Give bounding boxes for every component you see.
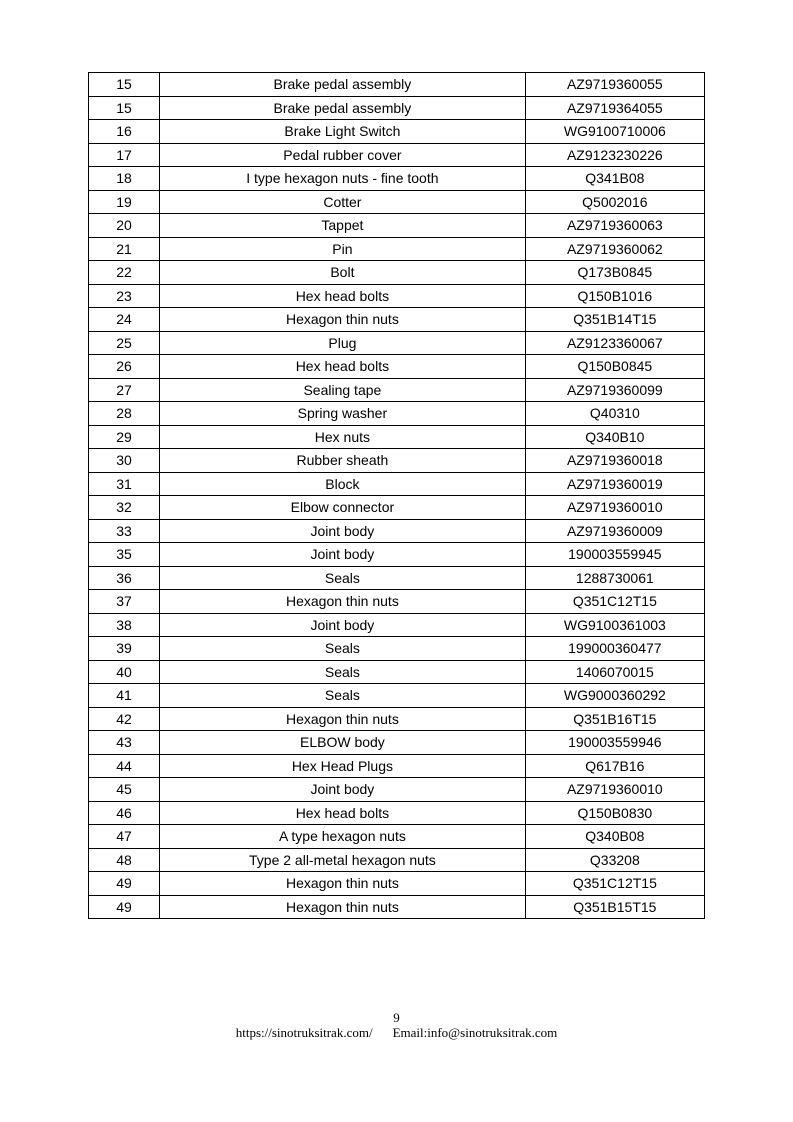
part-name-cell: Cotter — [160, 190, 526, 214]
part-number-cell: Q173B0845 — [525, 261, 704, 285]
part-number-cell: Q40310 — [525, 402, 704, 426]
item-number-cell: 23 — [89, 284, 160, 308]
part-number-cell: AZ9719360019 — [525, 472, 704, 496]
table-row — [89, 73, 705, 97]
item-number-cell: 28 — [89, 402, 160, 426]
item-number-cell: 44 — [89, 754, 160, 778]
part-name-cell: Hex Head Plugs — [160, 754, 526, 778]
part-number-cell: AZ9719360062 — [525, 237, 704, 261]
item-number-cell: 47 — [89, 825, 160, 849]
footer-contact-line — [0, 1025, 793, 1040]
table-row — [89, 543, 705, 567]
part-name-cell: Tappet — [160, 214, 526, 238]
part-name-cell: Hexagon thin nuts — [160, 895, 526, 919]
table-row — [89, 449, 705, 473]
item-number-cell: 15 — [89, 96, 160, 120]
part-number-cell: AZ9719360063 — [525, 214, 704, 238]
part-number-cell: AZ9123360067 — [525, 331, 704, 355]
part-number-cell: Q351B16T15 — [525, 707, 704, 731]
part-name-cell: A type hexagon nuts — [160, 825, 526, 849]
item-number-cell: 30 — [89, 449, 160, 473]
table-row — [89, 425, 705, 449]
part-name-cell: Seals — [160, 660, 526, 684]
table-row — [89, 778, 705, 802]
part-name-cell: Elbow connector — [160, 496, 526, 520]
item-number-cell: 32 — [89, 496, 160, 520]
item-number-cell: 20 — [89, 214, 160, 238]
item-number-cell: 29 — [89, 425, 160, 449]
item-number-cell: 26 — [89, 355, 160, 379]
table-row — [89, 167, 705, 191]
part-name-cell: Seals — [160, 684, 526, 708]
table-row — [89, 660, 705, 684]
part-number-cell: 1406070015 — [525, 660, 704, 684]
table-row — [89, 472, 705, 496]
part-name-cell: Plug — [160, 331, 526, 355]
item-number-cell: 43 — [89, 731, 160, 755]
part-number-cell: Q341B08 — [525, 167, 704, 191]
part-name-cell: Hex head bolts — [160, 284, 526, 308]
part-name-cell: Joint body — [160, 543, 526, 567]
item-number-cell: 41 — [89, 684, 160, 708]
part-number-cell: AZ9719360099 — [525, 378, 704, 402]
item-number-cell: 16 — [89, 120, 160, 144]
item-number-cell: 35 — [89, 543, 160, 567]
part-number-cell: 190003559946 — [525, 731, 704, 755]
table-row — [89, 96, 705, 120]
part-name-cell: I type hexagon nuts - fine tooth — [160, 167, 526, 191]
part-number-cell: 190003559945 — [525, 543, 704, 567]
footer-email-link[interactable]: Email:info@sinotruksitrak.com — [392, 1025, 558, 1040]
part-name-cell: Hex head bolts — [160, 355, 526, 379]
part-number-cell: AZ9719360018 — [525, 449, 704, 473]
part-number-cell: AZ9719360009 — [525, 519, 704, 543]
part-number-cell: AZ9719364055 — [525, 96, 704, 120]
part-name-cell: Seals — [160, 566, 526, 590]
part-name-cell: Brake Light Switch — [160, 120, 526, 144]
table-row — [89, 284, 705, 308]
table-row — [89, 707, 705, 731]
table-row — [89, 355, 705, 379]
table-row — [89, 308, 705, 332]
item-number-cell: 17 — [89, 143, 160, 167]
item-number-cell: 37 — [89, 590, 160, 614]
item-number-cell: 46 — [89, 801, 160, 825]
table-row — [89, 190, 705, 214]
part-number-cell: 199000360477 — [525, 637, 704, 661]
item-number-cell: 36 — [89, 566, 160, 590]
item-number-cell: 18 — [89, 167, 160, 191]
part-name-cell: Block — [160, 472, 526, 496]
part-name-cell: Hex nuts — [160, 425, 526, 449]
part-name-cell: Hexagon thin nuts — [160, 590, 526, 614]
table-row — [89, 120, 705, 144]
item-number-cell: 25 — [89, 331, 160, 355]
item-number-cell: 21 — [89, 237, 160, 261]
part-number-cell: Q33208 — [525, 848, 704, 872]
table-row — [89, 237, 705, 261]
table-row — [89, 496, 705, 520]
part-number-cell: Q340B08 — [525, 825, 704, 849]
table-row — [89, 566, 705, 590]
item-number-cell: 24 — [89, 308, 160, 332]
table-row — [89, 801, 705, 825]
table-row — [89, 613, 705, 637]
table-row — [89, 684, 705, 708]
part-name-cell: Spring washer — [160, 402, 526, 426]
part-number-cell: Q617B16 — [525, 754, 704, 778]
table-row — [89, 519, 705, 543]
table-row — [89, 331, 705, 355]
part-name-cell: Pin — [160, 237, 526, 261]
part-name-cell: Hexagon thin nuts — [160, 308, 526, 332]
table-row — [89, 637, 705, 661]
part-number-cell: AZ9719360055 — [525, 73, 704, 97]
part-name-cell: Hexagon thin nuts — [160, 872, 526, 896]
part-number-cell: AZ9123230226 — [525, 143, 704, 167]
part-name-cell: Brake pedal assembly — [160, 73, 526, 97]
parts-table-body — [89, 73, 705, 919]
part-name-cell: Sealing tape — [160, 378, 526, 402]
item-number-cell: 19 — [89, 190, 160, 214]
part-number-cell: Q351C12T15 — [525, 872, 704, 896]
part-name-cell: Hexagon thin nuts — [160, 707, 526, 731]
footer-website-link[interactable]: https://sinotruksitrak.com/ — [235, 1025, 373, 1040]
page-number: 9 — [393, 1010, 400, 1025]
part-name-cell: Seals — [160, 637, 526, 661]
item-number-cell: 33 — [89, 519, 160, 543]
part-number-cell: Q351B14T15 — [525, 308, 704, 332]
part-name-cell: Joint body — [160, 519, 526, 543]
part-number-cell: 1288730061 — [525, 566, 704, 590]
part-name-cell: Type 2 all-metal hexagon nuts — [160, 848, 526, 872]
part-number-cell: AZ9719360010 — [525, 778, 704, 802]
item-number-cell: 38 — [89, 613, 160, 637]
item-number-cell: 39 — [89, 637, 160, 661]
item-number-cell: 49 — [89, 872, 160, 896]
table-row — [89, 895, 705, 919]
page-footer — [0, 1010, 793, 1040]
item-number-cell: 42 — [89, 707, 160, 731]
table-row — [89, 214, 705, 238]
item-number-cell: 27 — [89, 378, 160, 402]
item-number-cell: 22 — [89, 261, 160, 285]
part-name-cell: Brake pedal assembly — [160, 96, 526, 120]
part-name-cell: Hex head bolts — [160, 801, 526, 825]
table-row — [89, 261, 705, 285]
part-name-cell: Rubber sheath — [160, 449, 526, 473]
table-row — [89, 848, 705, 872]
part-number-cell: Q351B15T15 — [525, 895, 704, 919]
item-number-cell: 31 — [89, 472, 160, 496]
part-name-cell: Bolt — [160, 261, 526, 285]
part-number-cell: AZ9719360010 — [525, 496, 704, 520]
part-number-cell: Q150B0845 — [525, 355, 704, 379]
parts-table — [88, 72, 705, 919]
part-number-cell: WG9100710006 — [525, 120, 704, 144]
table-row — [89, 402, 705, 426]
part-number-cell: Q150B0830 — [525, 801, 704, 825]
part-number-cell: WG9000360292 — [525, 684, 704, 708]
part-number-cell: Q150B1016 — [525, 284, 704, 308]
item-number-cell: 40 — [89, 660, 160, 684]
item-number-cell: 45 — [89, 778, 160, 802]
part-number-cell: WG9100361003 — [525, 613, 704, 637]
table-row — [89, 754, 705, 778]
part-number-cell: Q340B10 — [525, 425, 704, 449]
item-number-cell: 49 — [89, 895, 160, 919]
table-row — [89, 825, 705, 849]
part-name-cell: Pedal rubber cover — [160, 143, 526, 167]
table-row — [89, 872, 705, 896]
item-number-cell: 48 — [89, 848, 160, 872]
table-row — [89, 143, 705, 167]
item-number-cell: 15 — [89, 73, 160, 97]
table-row — [89, 378, 705, 402]
part-number-cell: Q351C12T15 — [525, 590, 704, 614]
part-name-cell: Joint body — [160, 778, 526, 802]
part-name-cell: Joint body — [160, 613, 526, 637]
table-row — [89, 731, 705, 755]
part-number-cell: Q5002016 — [525, 190, 704, 214]
table-row — [89, 590, 705, 614]
part-name-cell: ELBOW body — [160, 731, 526, 755]
